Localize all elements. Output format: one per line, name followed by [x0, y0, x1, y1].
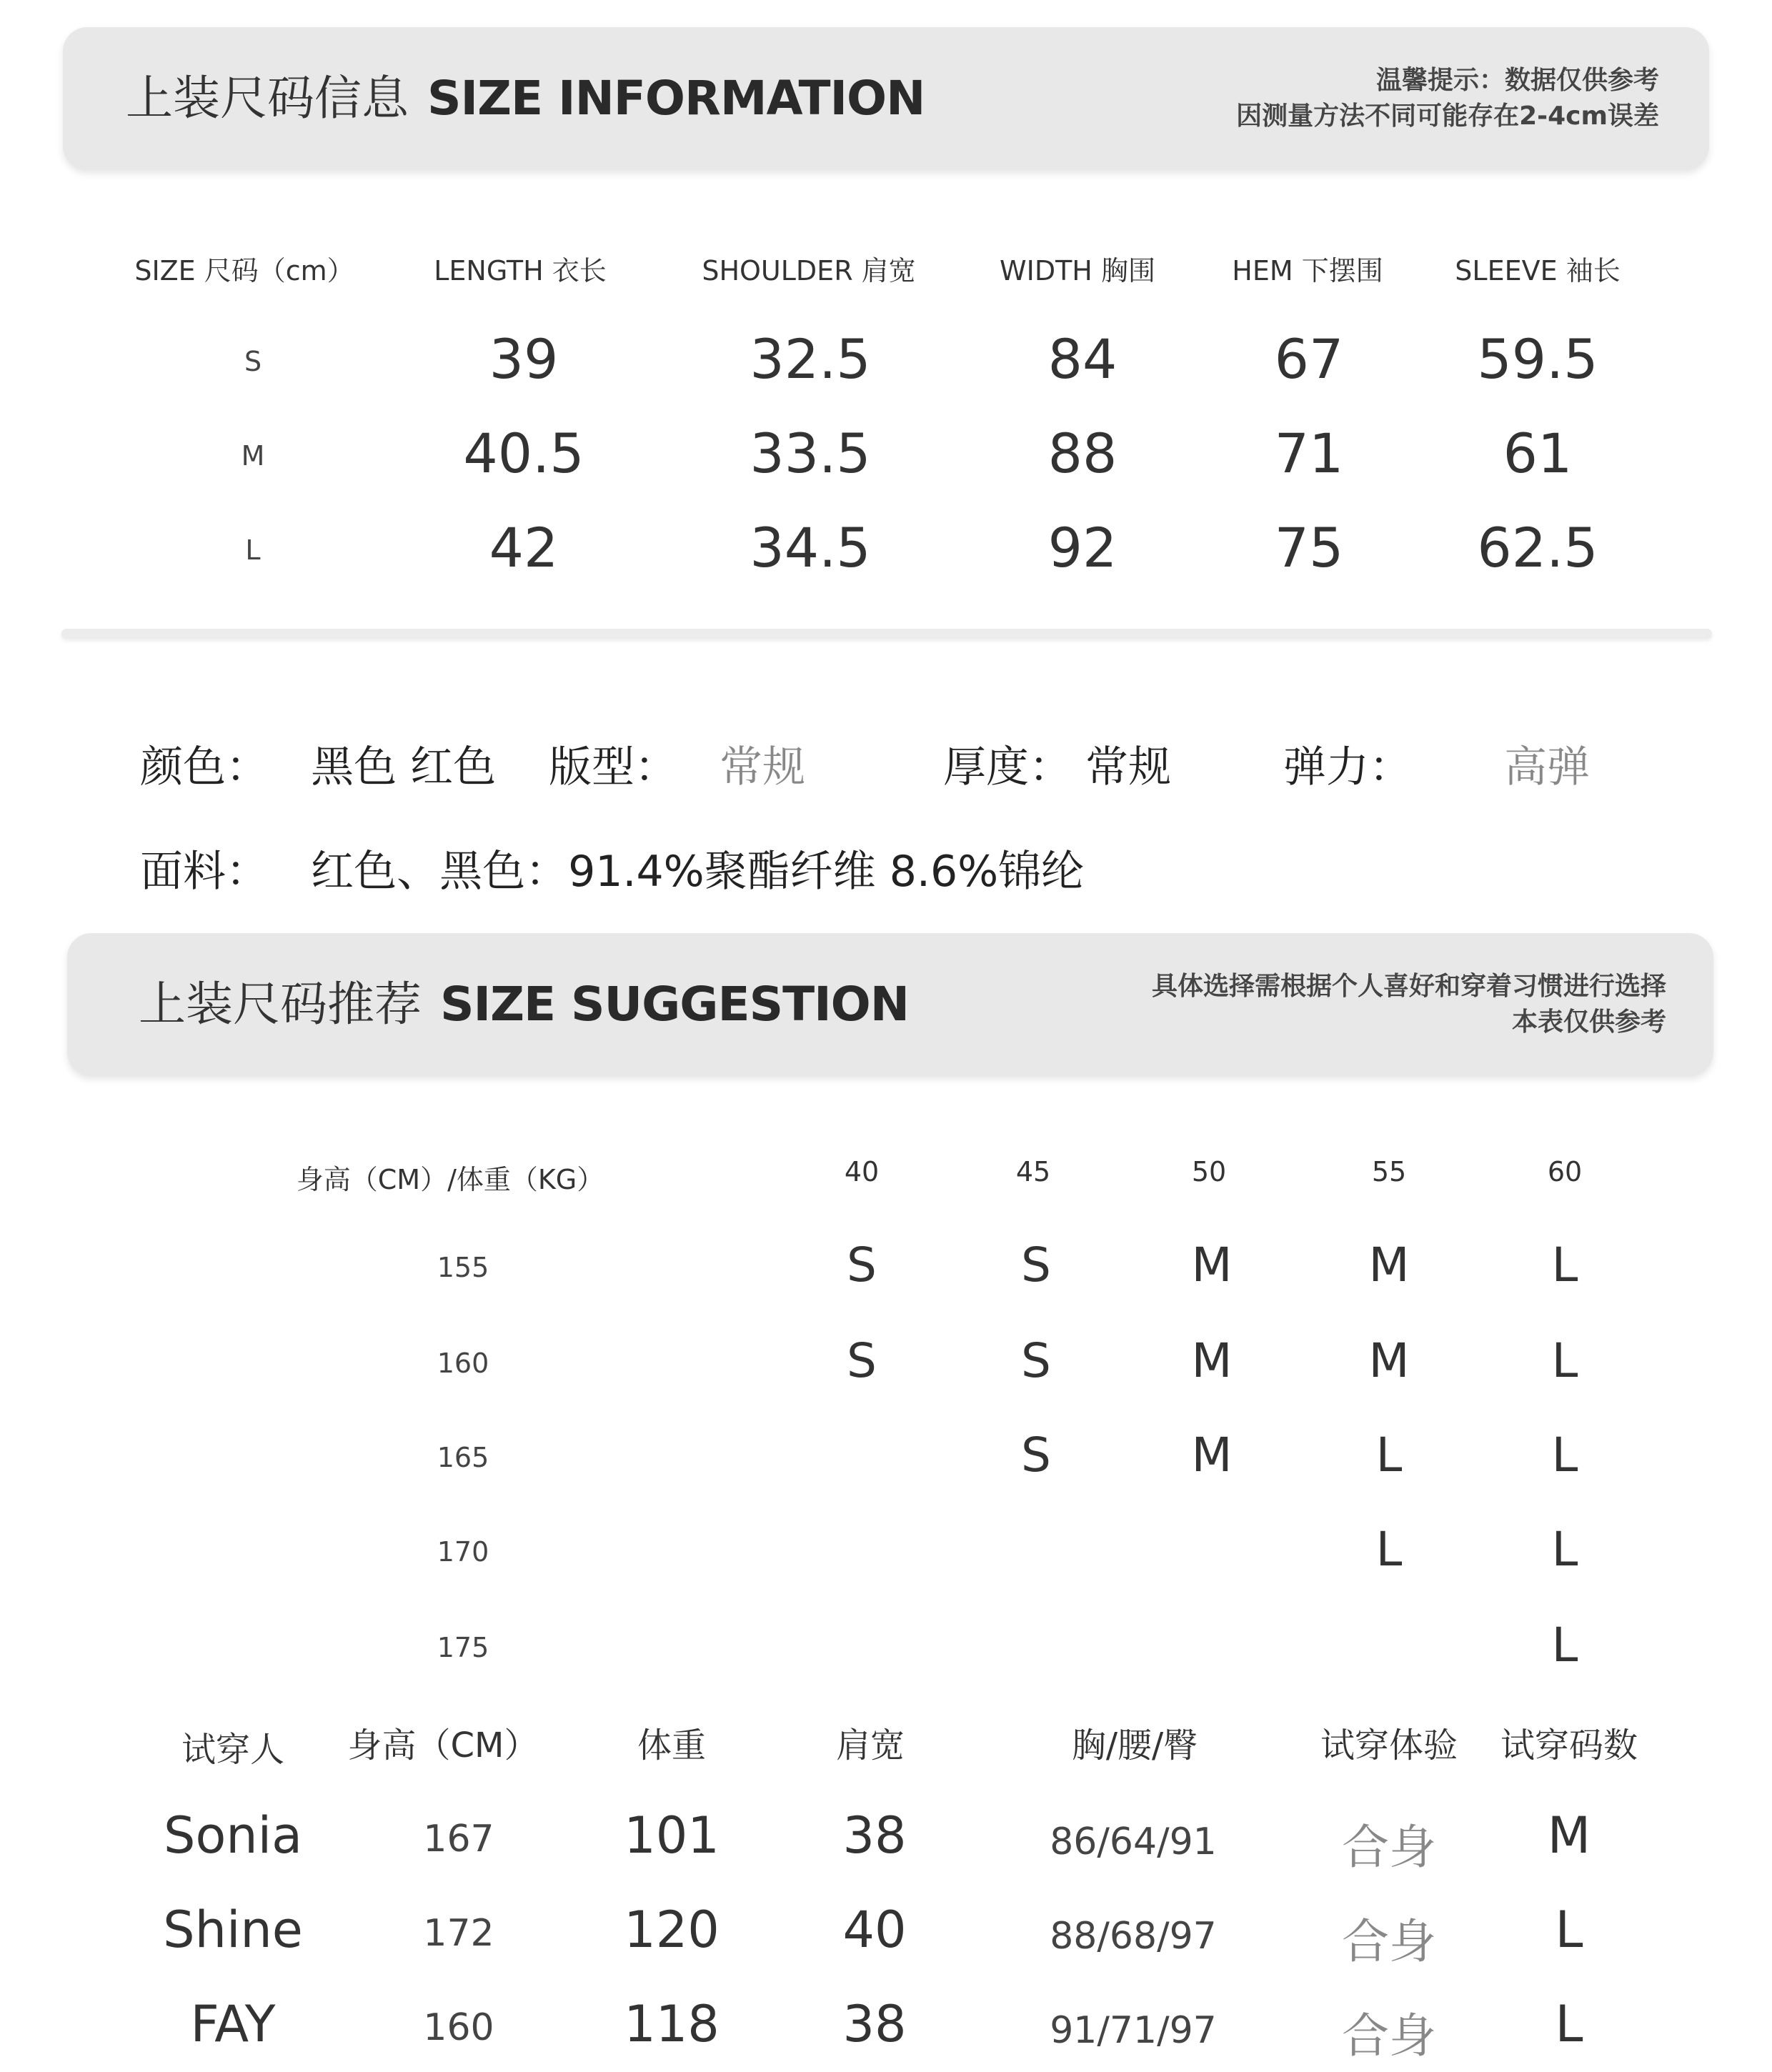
try-on-name: Sonia [164, 1806, 302, 1865]
size-info-header-size: SIZE 尺码（cm） [134, 255, 354, 287]
suggested-size: L [1375, 1428, 1403, 1483]
size-info-cell: 62.5 [1477, 516, 1598, 579]
spec-thickness-value: 常规 [1085, 742, 1172, 792]
size-suggestion-title-en: SIZE SUGGESTION [440, 977, 910, 1032]
size-suggestion-corner-label: 身高（CM）/体重（KG） [296, 1164, 604, 1195]
weight-header: 45 [1015, 1156, 1051, 1187]
size-suggestion-banner [67, 933, 1713, 1076]
spec-color-label: 颜色： [140, 742, 269, 792]
size-info-header-hem: HEM 下摆围 [1232, 255, 1383, 287]
size-info-title-cn: 上装尺码信息 [126, 71, 409, 126]
height-label: 170 [437, 1536, 489, 1568]
try-on-bwh: 86/64/91 [1050, 1821, 1217, 1863]
size-info-cell: 71 [1274, 422, 1344, 485]
size-info-title [126, 27, 925, 170]
suggested-size: S [1021, 1428, 1051, 1483]
size-info-cell: 75 [1274, 516, 1344, 579]
try-on-name: FAY [190, 1995, 276, 2053]
size-info-title-en: SIZE INFORMATION [427, 71, 925, 126]
try-on-header-fit: 试穿体验 [1320, 1725, 1458, 1765]
suggested-size: L [1551, 1522, 1578, 1577]
weight-header: 50 [1191, 1156, 1227, 1187]
spec-elastic-value: 高弹 [1504, 742, 1591, 792]
size-info-cell: 42 [489, 516, 559, 579]
suggested-size: M [1368, 1237, 1410, 1292]
suggested-size: M [1191, 1428, 1233, 1483]
size-info-cell: 59.5 [1477, 327, 1598, 391]
size-info-cell: 92 [1047, 516, 1118, 579]
try-on-height: 160 [423, 2006, 494, 2049]
suggested-size: L [1551, 1618, 1578, 1673]
try-on-size: M [1547, 1806, 1591, 1865]
try-on-header-shoulder: 肩宽 [835, 1725, 905, 1765]
try-on-size: L [1555, 1995, 1583, 2053]
try-on-header-weight: 体重 [637, 1725, 707, 1765]
size-info-note [1236, 63, 1659, 134]
spec-thickness-label: 厚度： [943, 742, 1072, 792]
size-info-header-length: LENGTH 衣长 [434, 255, 607, 287]
section-divider [61, 629, 1712, 639]
spec-fit-label: 版型： [549, 742, 677, 792]
try-on-fit: 合身 [1342, 1820, 1436, 1875]
spec-fit [549, 733, 805, 795]
try-on-shoulder: 38 [842, 1806, 907, 1865]
try-on-size: L [1555, 1901, 1583, 1959]
size-info-cell: 34.5 [750, 516, 871, 579]
try-on-weight: 118 [624, 1995, 720, 2053]
spec-elastic [1283, 733, 1590, 795]
size-info-cell: 32.5 [750, 327, 871, 391]
try-on-header-bwh: 胸/腰/臀 [1071, 1725, 1198, 1765]
height-label: 165 [437, 1442, 489, 1473]
try-on-header-size: 试穿码数 [1500, 1725, 1638, 1765]
try-on-header-height: 身高（CM） [347, 1725, 539, 1765]
size-info-banner [63, 27, 1709, 170]
try-on-height: 172 [423, 1912, 494, 1955]
try-on-weight: 101 [624, 1806, 720, 1865]
spec-color [140, 733, 496, 795]
try-on-weight: 120 [624, 1901, 720, 1959]
size-info-header-sleeve: SLEEVE 袖长 [1455, 255, 1621, 287]
suggested-size: S [1021, 1237, 1051, 1292]
size-info-cell: 88 [1047, 422, 1118, 485]
suggested-size: L [1551, 1237, 1578, 1292]
try-on-bwh: 91/71/97 [1050, 2009, 1217, 2052]
weight-header: 60 [1547, 1156, 1583, 1187]
try-on-header-person: 试穿人 [181, 1730, 285, 1770]
size-suggestion-note-line2: 本表仅供参考 [1511, 1007, 1666, 1037]
size-info-header-width: WIDTH 胸围 [1000, 255, 1155, 287]
size-info-note-line1: 温馨提示：数据仅供参考 [1375, 66, 1659, 95]
try-on-bwh: 88/68/97 [1050, 1915, 1217, 1958]
spec-fit-value: 常规 [720, 742, 806, 792]
height-label: 155 [437, 1252, 489, 1283]
size-info-cell: 67 [1274, 327, 1344, 391]
weight-header: 40 [844, 1156, 880, 1187]
try-on-shoulder: 40 [842, 1901, 907, 1959]
size-info-cell: 39 [489, 327, 559, 391]
size-info-cell: 33.5 [750, 422, 871, 485]
size-info-cell: 61 [1503, 422, 1573, 485]
suggested-size: S [847, 1333, 877, 1388]
spec-thickness [943, 733, 1171, 795]
try-on-fit: 合身 [1342, 1914, 1436, 1969]
suggested-size: S [847, 1237, 877, 1292]
size-suggestion-title-cn: 上装尺码推荐 [139, 977, 422, 1032]
try-on-fit: 合身 [1342, 2008, 1436, 2063]
suggested-size: L [1551, 1333, 1578, 1388]
size-info-row-size: L [245, 534, 261, 566]
size-info-row-size: S [244, 346, 262, 377]
spec-color-value: 黑色 红色 [311, 742, 497, 792]
suggested-size: M [1191, 1237, 1233, 1292]
size-info-note-line2: 因测量方法不同可能存在2-4cm误差 [1236, 101, 1659, 131]
height-label: 160 [437, 1348, 489, 1379]
suggested-size: M [1191, 1333, 1233, 1388]
try-on-name: Shine [163, 1901, 303, 1959]
suggested-size: L [1375, 1522, 1403, 1577]
height-label: 175 [437, 1632, 489, 1663]
spec-fabric [140, 837, 1084, 899]
size-info-cell: 84 [1047, 327, 1118, 391]
size-suggestion-note [1152, 969, 1666, 1040]
size-info-row-size: M [241, 440, 265, 472]
try-on-shoulder: 38 [842, 1995, 907, 2053]
spec-fabric-label: 面料： [140, 847, 269, 897]
suggested-size: L [1551, 1428, 1578, 1483]
spec-fabric-value: 红色、黑色：91.4%聚酯纤维 8.6%锦纶 [311, 847, 1085, 897]
size-suggestion-note-line1: 具体选择需根据个人喜好和穿着习惯进行选择 [1151, 972, 1666, 1001]
suggested-size: M [1368, 1333, 1410, 1388]
weight-header: 55 [1371, 1156, 1407, 1187]
suggested-size: S [1021, 1333, 1051, 1388]
size-info-header-shoulder: SHOULDER 肩宽 [702, 255, 916, 287]
size-info-cell: 40.5 [463, 422, 584, 485]
spec-elastic-label: 弹力： [1283, 742, 1412, 792]
try-on-height: 167 [423, 1818, 494, 1861]
size-suggestion-title [139, 933, 909, 1076]
